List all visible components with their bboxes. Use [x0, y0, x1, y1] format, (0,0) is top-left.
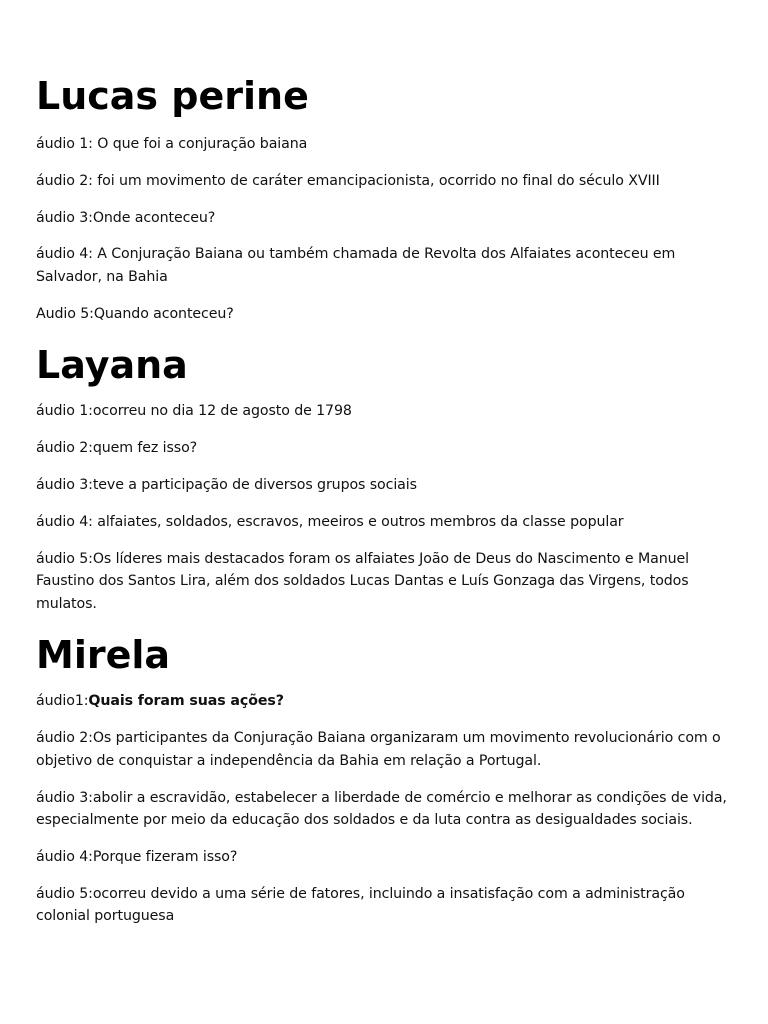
section-lucas-perine	[36, 70, 736, 325]
section-heading: Layana	[36, 343, 188, 388]
paragraph: áudio 3:Onde aconteceu?	[36, 209, 216, 226]
paragraph: áudio 2:Os participantes da Conjuração Baiana organizaram um movimento revolucionário com o objetivo de conquistar a independência da Bahia em relação a Portugal.	[36, 730, 721, 769]
paragraph: áudio 1:ocorreu no dia 12 de agosto de 1798	[36, 403, 352, 420]
paragraph-prefix: áudio1:	[36, 693, 89, 710]
paragraph: áudio 1: O que foi a conjuração baiana	[36, 136, 308, 152]
section-heading: Mirela	[36, 633, 171, 678]
section-layana	[36, 339, 736, 615]
paragraph: áudio 2:quem fez isso?	[36, 440, 198, 457]
paragraph	[36, 690, 736, 713]
paragraph: áudio 3:teve a participação de diversos grupos sociais	[36, 477, 417, 494]
paragraph: áudio 4: alfaiates, soldados, escravos, meeiros e outros membros da classe popular	[36, 513, 624, 530]
paragraph: áudio 5:Os líderes mais destacados foram os alfaiates João de Deus do Nascimento e Manuel Faustino dos Santos Lira, além dos soldados Lucas Dantas e Luís Gonzaga das Virgens, todos mulatos.	[36, 550, 689, 612]
bold-question: Quais foram suas ações?	[88, 693, 284, 710]
document-page	[36, 70, 736, 942]
paragraph: áudio 4:Porque fizeram isso?	[36, 848, 238, 865]
paragraph: áudio 2: foi um movimento de caráter emancipacionista, ocorrido no final do século XVIII	[36, 172, 660, 189]
section-mirela	[36, 629, 736, 927]
paragraph: Audio 5:Quando aconteceu?	[36, 305, 234, 322]
paragraph: áudio 4: A Conjuração Baiana ou também chamada de Revolta dos Alfaiates aconteceu em Salvador, na Bahia	[36, 246, 676, 285]
paragraph: áudio 3:abolir a escravidão, estabelecer a liberdade de comércio e melhorar as condições de vida, especialmente por meio da educação dos soldados e da luta contra as desigualdades sociais.	[36, 789, 727, 829]
section-heading: Lucas perine	[36, 74, 309, 118]
paragraph: áudio 5:ocorreu devido a uma série de fatores, incluindo a insatisfação com a administração colonial portuguesa	[36, 885, 685, 925]
